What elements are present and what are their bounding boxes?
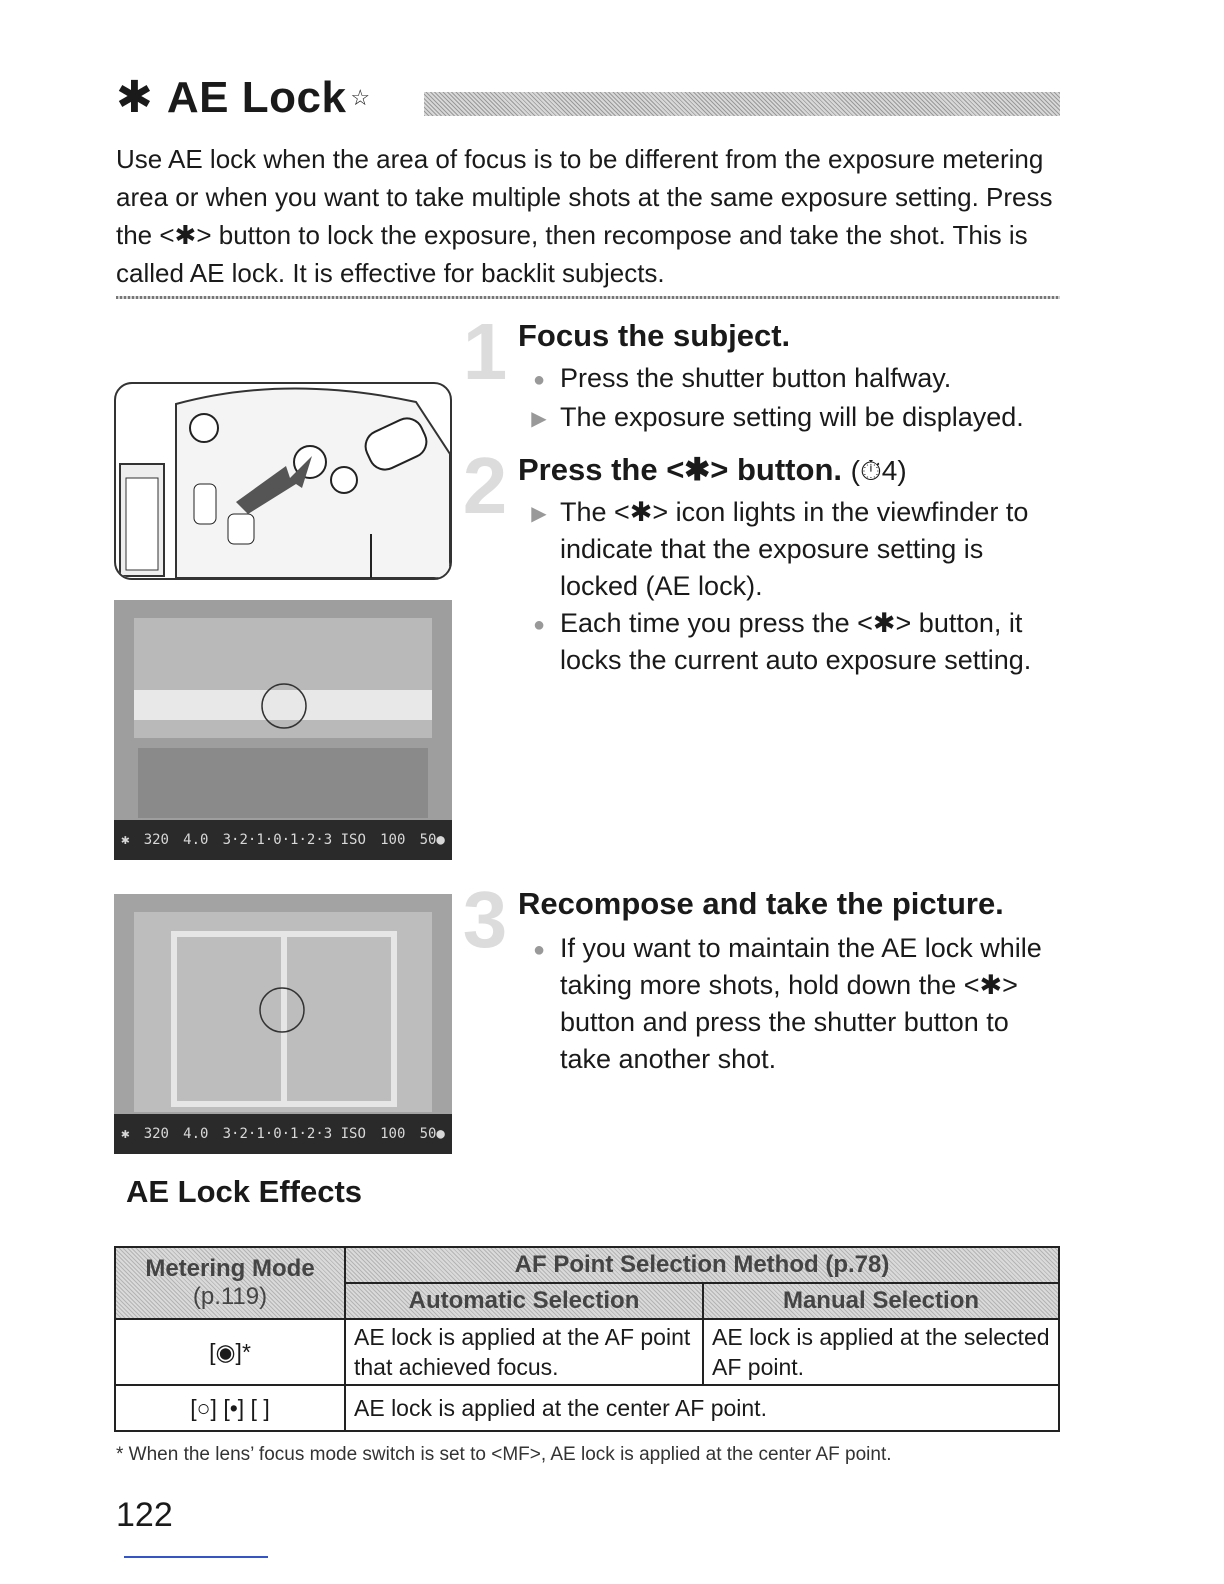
viewfinder-illustration-2 (114, 894, 452, 1154)
bullet-text: Each time you press the <✱> button, it locks the current auto exposure setting. (560, 608, 1032, 675)
arrow-icon: ▶ (531, 503, 547, 525)
bullet-icon: ● (532, 939, 546, 961)
bullet-text: The <✱> icon lights in the viewfinder to indicate that the exposure setting is locked (AE lock). (560, 497, 1029, 601)
step-title: Focus the subject. (518, 318, 791, 353)
link-underline (124, 1556, 268, 1558)
step-title-text: Press the <✱> button. (518, 452, 842, 487)
page-number: 122 (116, 1496, 173, 1534)
viewfinder-illustration-1 (114, 600, 452, 860)
star-icon: ☆ (350, 85, 371, 110)
readout-item: 4.0 (183, 1126, 209, 1142)
camera-illustration (114, 382, 452, 580)
step-number: 1 (462, 307, 508, 396)
timer-ref: (⏱4) (850, 455, 907, 486)
arrow-icon: ▶ (531, 408, 547, 430)
step-number: 2 (462, 441, 508, 530)
readout-item: 4.0 (183, 832, 209, 848)
table-header-metering (115, 1247, 345, 1319)
table-row (115, 1319, 1059, 1385)
intro-paragraph: Use AE lock when the area of focus is to be different from the exposure metering area or when you want to take multiple shots at the same exposure setting. Press the <✱> button to lock the exposure, then recompose and take the shot. This is called AE lock. It is effective for backlit subjects. (116, 144, 1053, 288)
table-cell: AE lock is applied at the selected AF point. (703, 1319, 1059, 1385)
header-line: Metering Mode (145, 1255, 315, 1282)
divider (116, 296, 1060, 299)
readout-item: 320 (143, 1126, 169, 1142)
bullet-text: Press the shutter button halfway. (560, 363, 952, 393)
bullet-text: If you want to maintain the AE lock while taking more shots, hold down the <✱> button and press the shutter button to take another shot. (560, 933, 1042, 1074)
viewfinder-readout (114, 820, 452, 860)
ae-lock-icon: ✱ (116, 73, 153, 122)
metering-mode-cell: [◉]* (115, 1319, 345, 1385)
title-text: AE Lock (166, 73, 347, 122)
readout-item: 3·2·1·0·1·2·3 ISO (222, 832, 366, 848)
table-cell: AE lock is applied at the center AF point. (345, 1385, 1059, 1431)
readout-item: 3·2·1·0·1·2·3 ISO (222, 1126, 366, 1142)
camera-drawing (116, 384, 450, 578)
table-header-manual: Manual Selection (703, 1283, 1059, 1319)
section-heading: AE Lock Effects (126, 1174, 363, 1209)
readout-item: 100 (380, 1126, 406, 1142)
readout-item: 100 (380, 832, 406, 848)
bullet-text: The exposure setting will be displayed. (560, 402, 1024, 432)
readout-item: 50● (419, 832, 445, 848)
list-item (518, 605, 1058, 679)
bullet-icon: ● (532, 369, 546, 391)
title-bar (424, 92, 1060, 116)
table-cell: AE lock is applied at the AF point that achieved focus. (345, 1319, 703, 1385)
step-3-bullets (518, 930, 1058, 1078)
step-1-bullets (518, 360, 1058, 438)
page-title (116, 68, 370, 128)
readout-item: 50● (419, 1126, 445, 1142)
list-item (518, 930, 1058, 1078)
list-item (518, 399, 1058, 438)
readout-item: 320 (143, 832, 169, 848)
list-item (518, 494, 1058, 605)
footnote: * When the lens’ focus mode switch is set to <MF>, AE lock is applied at the center AF point. (116, 1444, 892, 1465)
header-line: (p.119) (192, 1283, 268, 1310)
step-number: 3 (462, 875, 508, 964)
step-2-bullets (518, 494, 1058, 679)
table-header-group: AF Point Selection Method (p.78) (345, 1247, 1059, 1283)
viewfinder-readout (114, 1114, 452, 1154)
viewfinder-scene (114, 894, 452, 1114)
metering-mode-cell: [○] [•] [ ] (115, 1385, 345, 1431)
bullet-icon: ● (532, 614, 546, 636)
step-title (518, 452, 907, 488)
readout-item: ✱ (121, 832, 130, 848)
readout-item: ✱ (121, 1126, 130, 1142)
list-item (518, 360, 1058, 399)
step-title: Recompose and take the picture. (518, 886, 1004, 921)
viewfinder-scene (114, 600, 452, 820)
table-row (115, 1385, 1059, 1431)
table-header-auto: Automatic Selection (345, 1283, 703, 1319)
ae-lock-effects-table (114, 1246, 1060, 1432)
